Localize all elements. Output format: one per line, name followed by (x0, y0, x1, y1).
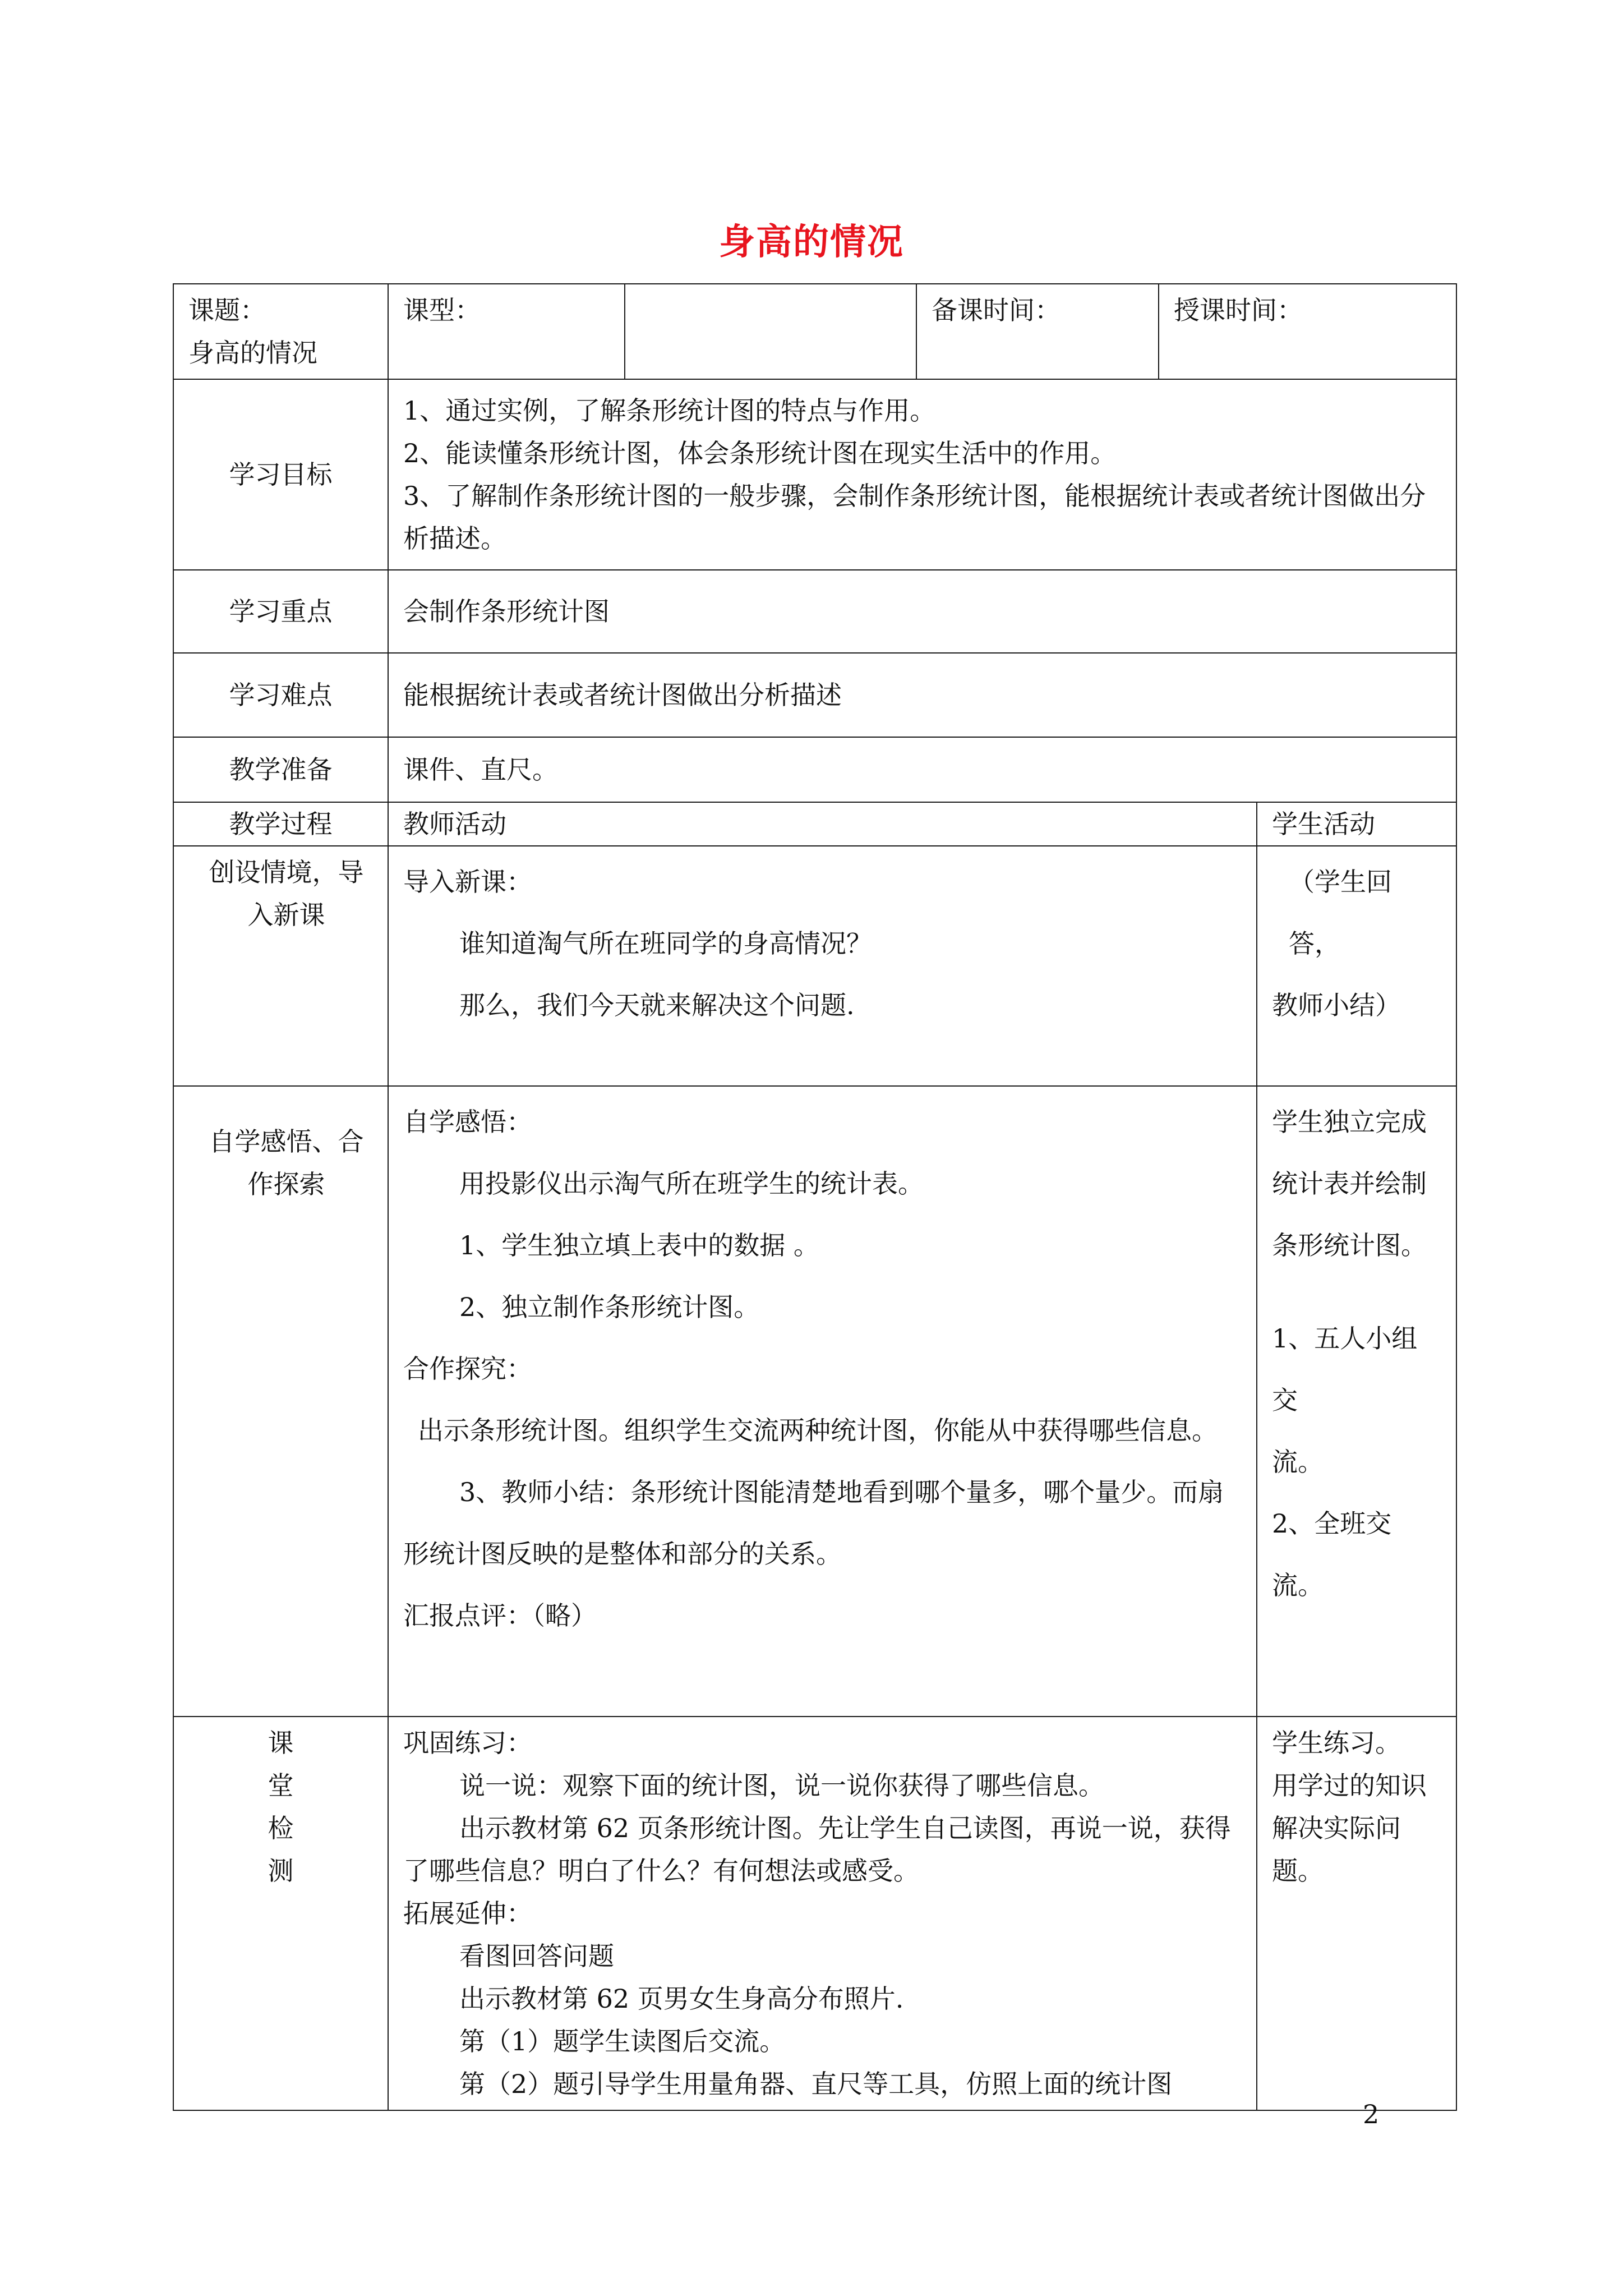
teacher-line: 自学感悟： (403, 1107, 532, 1137)
section1-label: 创设情境，导入新课 (173, 846, 388, 1086)
student-line: 用学过的知识 (1272, 1770, 1427, 1801)
topic-label: 课题： (188, 295, 266, 325)
objective-item: 2、能读懂条形统计图，体会条形统计图在现实生活中的作用。 (403, 438, 1117, 468)
process-header-row (173, 802, 1456, 846)
teacher-line: 出示教材第 62 页条形统计图。先让学生自己读图，再说一说，获得了哪些信息？明白了什么？有何想法或感受。 (403, 1813, 1231, 1886)
student-line: 教师小结） (1272, 990, 1401, 1020)
preparation-row (173, 737, 1456, 802)
process-header-col3: 学生活动 (1257, 802, 1456, 846)
difficulty-value: 能根据统计表或者统计图做出分析描述 (388, 653, 1456, 737)
type-value (625, 284, 916, 379)
teacher-line: 谁知道淘气所在班同学的身高情况？ (459, 928, 872, 959)
preparation-label: 教学准备 (173, 737, 388, 802)
teacher-line: 说一说：观察下面的统计图，说一说你获得了哪些信息。 (459, 1770, 1104, 1801)
teacher-line: 看图回答问题 (459, 1941, 614, 1971)
teacher-line: 第（1）题学生读图后交流。 (459, 2026, 786, 2056)
section3-row (173, 1717, 1456, 2110)
teacher-line: 1、学生独立填上表中的数据 。 (459, 1230, 819, 1260)
objective-item: 3、了解制作条形统计图的一般步骤，会制作条形统计图，能根据统计表或者统计图做出分析描述。 (403, 481, 1426, 554)
section2-label: 自学感悟、合作探索 (173, 1086, 388, 1717)
teacher-line: 合作探究： (403, 1354, 532, 1384)
teacher-line: 出示条形统计图。组织学生交流两种统计图，你能从中获得哪些信息。 (418, 1415, 1218, 1446)
difficulty-label: 学习难点 (173, 653, 388, 737)
difficulty-row (173, 653, 1456, 737)
teacher-line: 那么，我们今天就来解决这个问题. (459, 990, 855, 1020)
prep-time-label: 备课时间： (916, 284, 1159, 379)
section3-student (1257, 1717, 1456, 2110)
student-line: 统计表并绘制 (1272, 1168, 1427, 1199)
preparation-value: 课件、直尺。 (388, 737, 1456, 802)
section3-teacher (388, 1717, 1257, 2110)
teacher-line: 第（2）题引导学生用量角器、直尺等工具，仿照上面的统计图 (459, 2069, 1173, 2099)
section3-label-char: 堂 (268, 1770, 294, 1801)
section2-teacher (388, 1086, 1257, 1717)
section2-student (1257, 1086, 1456, 1717)
key-point-label: 学习重点 (173, 570, 388, 653)
key-point-value: 会制作条形统计图 (388, 570, 1456, 653)
section3-label (173, 1717, 388, 2110)
student-line: 流。 (1272, 1447, 1324, 1477)
teacher-line: 3、教师小结：条形统计图能清楚地看到哪个量多，哪个量少。而扇形统计图反映的是整体和部分的关系。 (403, 1477, 1224, 1569)
lesson-plan-table (173, 283, 1457, 2111)
student-line: 学生练习。 (1272, 1728, 1401, 1758)
teacher-line: 拓展延伸： (403, 1898, 532, 1929)
topic-value: 身高的情况 (188, 338, 317, 368)
document-title: 身高的情况 (719, 221, 904, 263)
section3-label-char: 课 (268, 1728, 294, 1758)
section1-teacher (388, 846, 1257, 1086)
teacher-line: 导入新课： (403, 867, 532, 897)
objectives-label: 学习目标 (173, 379, 388, 570)
section3-label-char: 检 (268, 1813, 294, 1843)
objective-item: 1、通过实例，了解条形统计图的特点与作用。 (403, 395, 936, 426)
header-row (173, 284, 1456, 379)
student-line: 1、五人小组交 (1272, 1323, 1418, 1415)
section1-student (1257, 846, 1456, 1086)
section3-label-char: 测 (268, 1856, 294, 1886)
student-line: 条形统计图。 (1272, 1230, 1427, 1260)
teach-time-label: 授课时间： (1159, 284, 1456, 379)
student-line: 2、全班交流。 (1272, 1508, 1392, 1600)
section1-row (173, 846, 1456, 1086)
process-header-col1: 教学过程 (173, 802, 388, 846)
student-line: （学生回答， (1289, 867, 1392, 959)
topic-cell (173, 284, 388, 379)
process-header-col2: 教师活动 (388, 802, 1257, 846)
teacher-line: 出示教材第 62 页男女生身高分布照片. (459, 1984, 904, 2014)
student-line: 学生独立完成 (1272, 1107, 1427, 1137)
objectives-content (388, 379, 1456, 570)
teacher-line: 巩固练习： (403, 1728, 532, 1758)
student-line: 解决实际问题。 (1272, 1813, 1401, 1886)
type-label: 课型： (388, 284, 625, 379)
teacher-line: 用投影仪出示淘气所在班学生的统计表。 (459, 1168, 924, 1199)
key-point-row (173, 570, 1456, 653)
page-number: 2 (1363, 2099, 1380, 2129)
teacher-line: 汇报点评：（略） (403, 1600, 597, 1631)
teacher-line: 2、独立制作条形统计图。 (459, 1292, 760, 1322)
section2-row (173, 1086, 1456, 1717)
objectives-row (173, 379, 1456, 570)
